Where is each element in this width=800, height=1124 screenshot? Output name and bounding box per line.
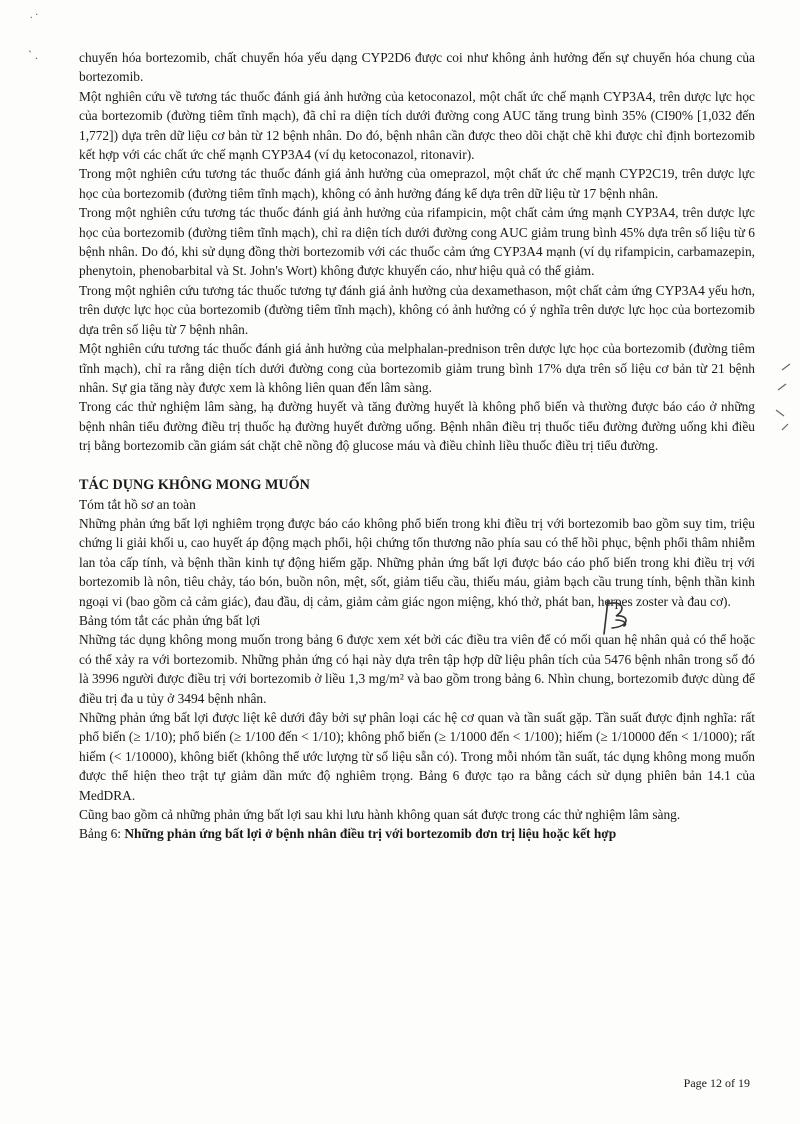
paragraph: Trong một nghiên cứu tương tác thuốc đánh giá ảnh hưởng của omeprazol, một chất ức chế mạnh CYP2C19, trên dược lực học của bortezomib (đường tiêm tĩnh mạch), không có ảnh hưởng đáng kể dựa trên dữ liệu từ 17 bệnh nhân.	[79, 166, 755, 201]
paragraph: chuyển hóa bortezomib, chất chuyển hóa yếu dạng CYP2D6 được coi như không ảnh hưởng đến sự chuyển hóa chung của bortezomib.	[79, 50, 755, 85]
section-heading: TÁC DỤNG KHÔNG MONG MUỐN	[79, 476, 310, 493]
document-body	[79, 48, 755, 844]
paragraph: Một nghiên cứu về tương tác thuốc đánh giá ảnh hưởng của ketoconazol, một chất ức chế mạnh CYP3A4, trên dược lực học của bortezomib (đường tiêm tĩnh mạch), đã chỉ ra diện tích dưới đường cong AUC tăng trung bình 35% (CI90% [1,032 đến 1,772]) dựa trên dữ liệu cơ bản từ 12 bệnh nhân. Do đó, bệnh nhân cần được theo dõi chặt chẽ khi được chỉ định bortezomib kết hợp với các chất ức chế mạnh CYP3A4 (ví dụ ketoconazol, ritonavir).	[79, 88, 755, 163]
table-caption	[79, 824, 755, 843]
paragraph: Những tác dụng không mong muốn trong bảng 6 được xem xét bởi các điều tra viên để có mối quan hệ nhân quả có thể hoặc có thể xảy ra với bortezomib. Những phản ứng có hại này dựa trên tập hợp dữ liệu phân tích của 5476 bệnh nhân trong số đó là 3996 người được điều trị với bortezomib ở liều 1,3 mg/m² và bao gồm trong bảng 6. Nhìn chung, bortezomib được dùng để điều trị đa u tủy ở 3494 bệnh nhân.	[79, 632, 755, 706]
scan-artifact: . ·	[30, 10, 39, 21]
subheading: Bảng tóm tắt các phản ứng bất lợi	[79, 612, 261, 628]
paragraph: Một nghiên cứu tương tác thuốc đánh giá ảnh hưởng của melphalan-prednison trên dược lực học của bortezomib (đường tiêm tĩnh mạch), chỉ ra rằng diện tích dưới đường cong của bortezomib giảm trung bình 17% dựa trên số liệu cơ bản từ 21 bệnh nhân. Sự gia tăng này được xem là không liên quan đến lâm sàng.	[79, 341, 755, 395]
subheading: Tóm tắt hồ sơ an toàn	[79, 496, 196, 512]
scan-artifact: ` .	[28, 48, 38, 62]
paragraph: Cũng bao gồm cả những phản ứng bất lợi sau khi lưu hành không quan sát được trong các thử nghiệm lâm sàng.	[79, 807, 681, 823]
paragraph: Trong một nghiên cứu tương tác thuốc tương tự đánh giá ảnh hưởng của dexamethason, một chất cảm ứng CYP3A4 yếu hơn, trên dược lực học của bortezomib (đường tiêm tĩnh mạch), không có ảnh hưởng có ý nghĩa trên dược lực học của bortezomib dựa trên số liệu từ 7 bệnh nhân.	[79, 282, 755, 337]
paragraph: Trong các thử nghiệm lâm sàng, hạ đường huyết và tăng đường huyết là không phổ biến và thường được báo cáo ở những bệnh nhân tiểu đường điều trị thuốc hạ đường huyết đường uống. Bệnh nhân điều trị thuốc tiểu đường đường uống khi điều trị bằng bortezomib cần giám sát chặt chẽ nồng độ glucose máu và điều chỉnh liều thuốc điều trị tiểu đường.	[79, 399, 755, 454]
edge-marks	[768, 360, 796, 480]
paragraph: Trong một nghiên cứu tương tác thuốc đánh giá ảnh hưởng của rifampicin, một chất cảm ứng mạnh CYP3A4, trên dược lực học của bortezomib (đường tiêm tĩnh mạch), chỉ ra diện tích dưới đường cong AUC giảm trung bình 45% dựa trên số liệu từ 6 bệnh nhân. Do đó, khi sử dụng đồng thời bortezomib với các thuốc cảm ứng CYP3A4 mạnh (ví dụ rifampicin, carbamazepin, phenytoin, phenobarbital và St. John's Wort) không được khuyến cáo, như hiệu quả có thể giảm.	[79, 205, 755, 279]
paragraph: Những phản ứng bất lợi nghiêm trọng được báo cáo không phổ biến trong khi điều trị với bortezomib bao gồm suy tim, triệu chứng li giải khối u, cao huyết áp động mạch phổi, hội chứng tổn thương não phía sau có thể hồi phục, bệnh phổi thâm nhiễm lan tỏa cấp tính, và bệnh thần kinh tự động hiếm gặp. Những phản ứng bất lợi được báo cáo phổ biến trong khi điều trị với bortezomib là nôn, tiêu chảy, táo bón, buồn nôn, mệt, sốt, giảm tiểu cầu, thiếu máu, giảm bạch cầu trung tính, bệnh thần kinh ngoại vi (bao gồm cả cảm giác), đau đầu, dị cảm, giảm cảm giác ngon miệng, khó thở, phát ban, herpes zoster và đau cơ).	[79, 515, 755, 609]
paragraph: Những phản ứng bất lợi được liệt kê dưới đây bởi sự phân loại các hệ cơ quan và tần suất gặp. Tần suất được định nghĩa: rất phổ biến (≥ 1/10); phổ biến (≥ 1/100 đến < 1/10); không phổ biến (≥ 1/1000 đến < 1/100); hiếm (≥ 1/10000 đến < 1/1000); rất hiếm (< 1/10000), không biết (không thể ước lượng từ số liệu sẵn có). Trong mỗi nhóm tần suất, tác dụng không mong muốn được thể hiện theo trật tự giảm dần mức độ nghiêm trọng. Bảng 6 được tạo ra bằng cách sử dụng phiên bản 14.1 của MedDRA.	[79, 710, 755, 803]
handwritten-initial	[598, 598, 642, 638]
table-caption-label: Bảng 6:	[79, 826, 125, 842]
page-number: Page 12 of 19	[683, 1076, 750, 1090]
table-caption-title: Những phản ứng bất lợi ở bệnh nhân điều trị với bortezomib đơn trị liệu hoặc kết hợp	[124, 826, 617, 842]
